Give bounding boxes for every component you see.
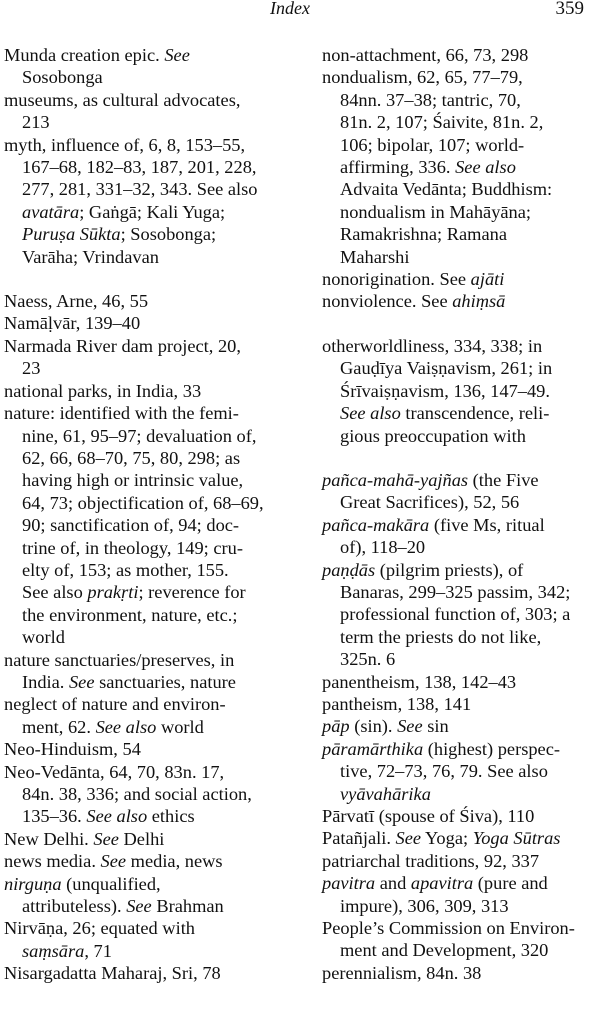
running-title: Index: [270, 0, 310, 18]
index-entry: [4, 335, 296, 380]
index-entry-text: non-attachment, 66, 73, 298: [322, 45, 529, 65]
index-entry-italic-text: pañca-makāra: [322, 514, 430, 535]
index-entry-italic-text: See also: [95, 716, 157, 737]
index-entry-text: nondualism, 62, 65, 77–79, 84nn. 37–38; tantric, 70, 81n. 2, 107; Śaivite, 81n. 2, 106; bipolar, 107; world- affirming, 336.: [322, 67, 544, 178]
index-entry-text: (five Ms, ritual of), 118–20: [340, 514, 545, 558]
index-entry: [4, 850, 296, 872]
index-entry-italic-text: See: [397, 716, 423, 737]
index-entry-text: Advaita Vedānta; Buddhism: nondualism in Mahāyāna; Ramakrishna; Ramana Maharshi: [340, 179, 553, 267]
index-entry-italic-text: Puruṣa Sūkta: [22, 224, 121, 245]
index-entry: [4, 761, 296, 828]
index-entry-text: nature: identified with the femi- nine, 61, 95–97; devaluation of, 62, 66, 68–70, 75, 80, 298; as having high or intrinsic value, 64, 73; objectification of, 68–69, 90; sanctification of, 94; doc- trine of, in theology, 149; cru- elty of, 153; as mother, 155. See also: [4, 403, 264, 603]
index-entry-text: national parks, in India, 33: [4, 380, 202, 401]
index-entry: [322, 738, 592, 805]
index-entry: [322, 962, 592, 984]
index-entry: [4, 380, 296, 402]
index-entry: [4, 693, 296, 738]
index-entry-text: Nirvāṇa, 26; equated with: [4, 918, 196, 939]
index-entry-text: nonorigination. See: [322, 269, 471, 290]
index-entry-italic-text: See: [164, 45, 190, 65]
index-entry-italic-text: prakṛti: [87, 582, 139, 603]
index-entry-text: Neo-Hinduism, 54: [4, 739, 141, 760]
index-entry-italic-text: vyāvahārika: [340, 783, 431, 804]
index-entry-text: neglect of nature and environ- ment, 62.: [4, 694, 226, 737]
index-entry: [322, 850, 592, 872]
index-entry: [322, 693, 592, 715]
index-entry-text: media, news: [126, 851, 223, 872]
index-entry-italic-text: See also: [455, 157, 516, 178]
index-entry-text: myth, influence of, 6, 8, 153–55, 167–68, 182–83, 187, 201, 228, 277, 281, 331–32, 343. See also: [4, 134, 258, 200]
index-entry-text: patriarchal traditions, 92, 337: [322, 850, 540, 871]
index-entry-italic-text: Yoga Sūtras: [472, 828, 561, 849]
index-entry: [322, 715, 592, 737]
index-entry-text: pantheism, 138, 141: [322, 693, 472, 714]
index-entry-text: perennialism, 84n. 38: [322, 962, 482, 983]
index-entry: [4, 649, 296, 694]
index-entry-text: sanctuaries, nature: [94, 671, 236, 692]
index-entry-text: (unqualified, attributeless).: [22, 873, 161, 917]
index-entry: [4, 917, 296, 962]
index-entry-text: (pure and impure), 306, 309, 313: [340, 873, 548, 916]
index-entry: [4, 873, 296, 918]
index-entry-text: ; Sosobonga; Varāha; Vrindavan: [22, 224, 217, 267]
index-entry-text: Namāḷvār, 139–40: [4, 313, 141, 334]
index-entry-italic-text: See also: [340, 403, 401, 424]
index-entry-text: (the Five Great Sacrifices), 52, 56: [340, 469, 539, 513]
index-entry-text: transcendence, reli- gious preoccupation with: [340, 403, 550, 446]
index-entry-italic-text: pāp: [322, 716, 350, 737]
index-entry: [322, 827, 592, 849]
index-entry-italic-text: nirguṇa: [4, 873, 62, 894]
index-entry-italic-text: See: [100, 851, 127, 872]
index-entry-italic-text: See also: [86, 806, 148, 827]
index-entry: [4, 962, 296, 984]
index-entry-text: Naess, Arne, 46, 55: [4, 291, 149, 312]
index-entry: [322, 805, 592, 827]
index-entry-italic-text: ahiṃsā: [452, 291, 506, 312]
index-entry-text: , 71: [84, 940, 112, 961]
index-entry-italic-text: pavitra: [322, 873, 376, 894]
index-entry: [322, 335, 592, 447]
index-entry-text: otherworldliness, 334, 338; in Gauḍīya Vaiṣṇavism, 261; in Śrīvaiṣṇavism, 136, 147–49.: [322, 335, 553, 401]
index-entry-text: news media.: [4, 851, 101, 872]
index-entry-text: ; reverence for the environment, nature, etc.; world: [22, 582, 246, 648]
index-entry: [322, 917, 592, 962]
index-entry-text: Patañjali.: [322, 828, 396, 849]
index-entry-text: world: [156, 716, 204, 737]
index-column-left: [4, 44, 296, 985]
index-entry-text: Narmada River dam project, 20, 23: [4, 335, 241, 379]
index-entry-text: Nisargadatta Maharaj, Sri, 78: [4, 963, 221, 984]
index-entry-italic-text: pañca-mahā-yajñas: [322, 469, 469, 490]
index-entry-text: Munda creation epic.: [4, 45, 165, 65]
index-entry-text: (sin).: [349, 716, 398, 737]
index-entry-text: panentheism, 138, 142–43: [322, 671, 517, 692]
index-entry: [322, 559, 592, 671]
index-entry-italic-text: pāramārthika: [322, 738, 424, 759]
index-entry-text: Yoga;: [421, 828, 473, 849]
index-entry: [4, 134, 296, 268]
index-entry: [322, 469, 592, 514]
index-entry-italic-text: See: [126, 896, 152, 917]
running-head: [0, 0, 600, 26]
index-entry: [322, 514, 592, 559]
index-entry-text: (highest) perspec- tive, 72–73, 76, 79. See also: [340, 738, 561, 782]
index-entry-text: Delhi: [118, 828, 165, 849]
index-entry-italic-text: ajāti: [470, 269, 505, 290]
index-entry: [322, 44, 592, 66]
index-entry: [4, 290, 296, 312]
index-entry-italic-text: paṇḍās: [322, 559, 376, 580]
index-entry-text: Brahman: [151, 896, 224, 917]
index-entry-italic-text: apavitra: [410, 873, 474, 894]
index-entry: [322, 872, 592, 917]
index-entry-text: Sosobonga: [22, 67, 103, 88]
index-entry-italic-text: saṃsāra: [22, 940, 85, 961]
index-entry-text: sin: [422, 716, 449, 737]
index-entry-text: museums, as cultural advocates, 213: [4, 89, 241, 133]
index-entry: [4, 738, 296, 760]
index-entry: [322, 268, 592, 290]
page-number: 359: [555, 0, 584, 19]
index-entry-italic-text: See: [395, 828, 422, 849]
index-entry-italic-text: avatāra: [22, 201, 80, 222]
index-entry: [4, 402, 296, 648]
index-entry-italic-text: See: [93, 828, 119, 849]
index-entry-text: ethics: [147, 806, 195, 827]
index-entry-text: New Delhi.: [4, 828, 94, 849]
index-entry-text: People’s Commission on Environ- ment and Development, 320: [322, 918, 575, 961]
index-entry: [322, 671, 592, 693]
index-entry-text: nonviolence. See: [322, 291, 453, 312]
index-entry-text: and: [375, 873, 411, 894]
index-entry: [4, 44, 296, 89]
index-entry: [322, 66, 592, 268]
index-entry: [4, 312, 296, 334]
index-column-right: [322, 44, 592, 984]
index-entry: [322, 290, 592, 312]
index-entry-text: Pārvatī (spouse of Śiva), 110: [322, 806, 535, 826]
index-entry-text: nature sanctuaries/preserves, in India.: [4, 649, 235, 692]
index-entry-italic-text: See: [68, 671, 95, 692]
index-entry-text: (pilgrim priests), of Banaras, 299–325 passim, 342; professional function of, 303; a term the priests do not like, 325n. 6: [340, 559, 571, 670]
index-entry: [4, 89, 296, 134]
index-entry-text: ; Gaṅgā; Kali Yuga;: [79, 201, 226, 222]
index-entry-text: Neo-Vedānta, 64, 70, 83n. 17, 84n. 38, 336; and social action, 135–36.: [4, 761, 252, 827]
index-entry: [4, 828, 296, 850]
